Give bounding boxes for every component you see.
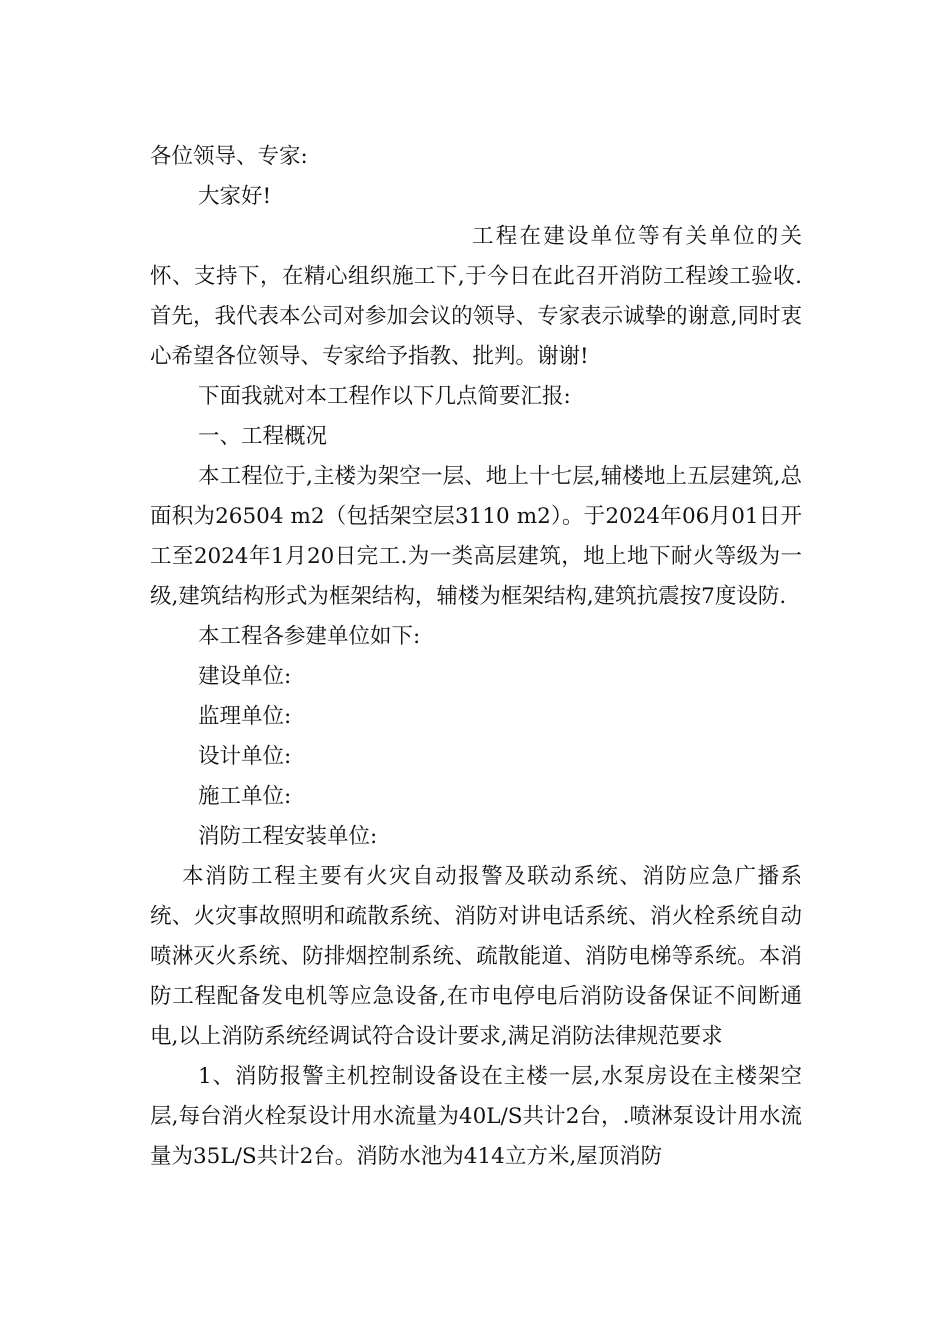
document-body [150, 137, 802, 1177]
section-heading-overview: 一、工程概况 [198, 424, 328, 449]
item-1-paragraph: 1、消防报警主机控制设备设在主楼一层,水泵房设在主楼架空层,每台消火栓泵设计用水流量为40L/S共计2台，.喷淋泵设计用水流量为35L/S共计2台。消防水池为414立方米,屋顶消防 [150, 1064, 802, 1169]
unit-design: 设计单位: [198, 744, 292, 769]
unit-builder: 施工单位: [198, 784, 292, 809]
overview-paragraph: 本工程位于,主楼为架空一层、地上十七层,辅楼地上五层建筑,总面积为26504 m2（包括架空层3110 m2）。于2024年06月01日开工至2024年1月20日完工.为一类高层建筑，地上地下耐火等级为一级,建筑结构形式为框架结构，辅楼为框架结构,建筑抗震按7度设防. [150, 464, 802, 609]
unit-supervision: 监理单位: [198, 704, 292, 729]
systems-paragraph: 本消防工程主要有火灾自动报警及联动系统、消防应急广播系统、火灾事故照明和疏散系统、消防对讲电话系统、消火栓系统自动喷淋灭火系统、防排烟控制系统、疏散能道、消防电梯等系统。本消防工程配备发电机等应急设备,在市电停电后消防设备保证不间断通电,以上消防系统经调试符合设计要求,满足消防法律规范要求 [150, 864, 802, 1049]
salutation: 各位领导、专家: [150, 144, 308, 169]
unit-fire-installer: 消防工程安装单位: [198, 824, 378, 849]
greeting: 大家好! [198, 184, 272, 209]
intro-paragraph: 工程在建设单位等有关单位的关怀、支持下，在精心组织施工下,于今日在此召开消防工程竣工验收.首先，我代表本公司对参加会议的领导、专家表示诚挚的谢意,同时衷心希望各位领导、专家给予指教、批判。谢谢! [150, 224, 802, 369]
report-intro: 下面我就对本工程作以下几点简要汇报: [198, 384, 571, 409]
units-heading: 本工程各参建单位如下: [198, 624, 421, 649]
unit-construction: 建设单位: [198, 664, 292, 689]
